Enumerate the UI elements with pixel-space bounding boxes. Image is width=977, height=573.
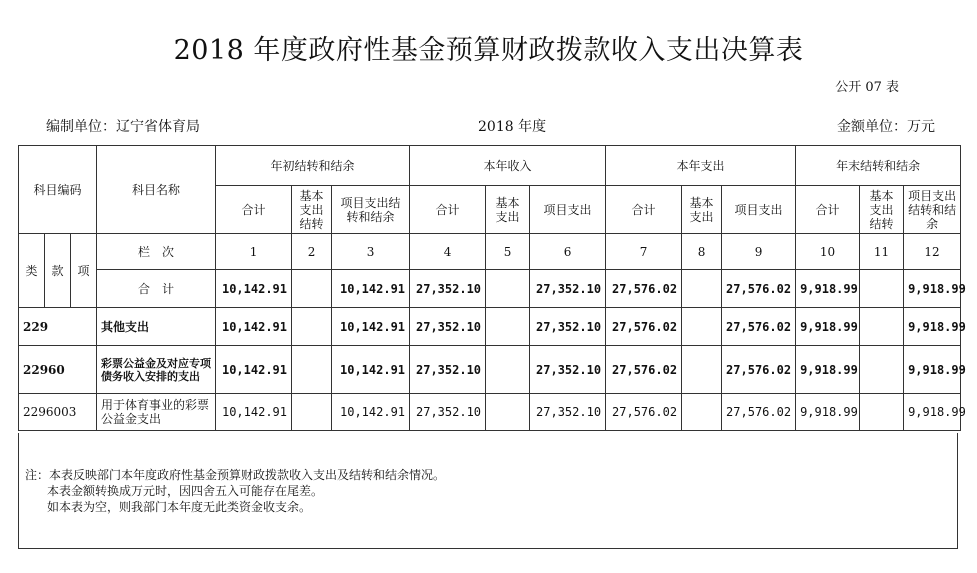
- row-cell: 9,918.99: [796, 346, 860, 394]
- total-cell: 9,918.99: [796, 270, 860, 308]
- fiscal-year: 2018 年度: [478, 119, 547, 135]
- header-name: 科目名称: [97, 146, 216, 234]
- table-row: [19, 308, 961, 346]
- row-cell: 9,918.99: [796, 394, 860, 431]
- sub-header-project-carry: 项目支出结转和结余: [904, 186, 961, 234]
- note-line: 注：本表反映部门本年度政府性基金预算财政拨款收入支出及结转和结余情况。: [25, 468, 446, 482]
- column-number: 8: [682, 234, 722, 270]
- row-cell: 27,352.10: [530, 394, 606, 431]
- row-code: 22960: [19, 346, 97, 394]
- row-cell: 9,918.99: [904, 394, 961, 431]
- budget-table: [18, 145, 966, 431]
- column-number-label: 栏 次: [97, 234, 216, 270]
- row-cell: 27,576.02: [722, 394, 796, 431]
- column-number: 1: [216, 234, 292, 270]
- row-cell: [486, 346, 530, 394]
- sub-header-project-exp: 项目支出: [530, 186, 606, 234]
- total-cell: [292, 270, 332, 308]
- column-number: 2: [292, 234, 332, 270]
- total-cell: 9,918.99: [904, 270, 961, 308]
- row-cell: 27,352.10: [410, 394, 486, 431]
- header-xiang: 项: [71, 234, 97, 308]
- header-code: 科目编码: [19, 146, 97, 234]
- row-cell: [682, 346, 722, 394]
- row-cell: [860, 308, 904, 346]
- row-cell: 10,142.91: [216, 394, 292, 431]
- row-cell: 27,576.02: [722, 308, 796, 346]
- row-cell: 9,918.99: [904, 308, 961, 346]
- money-unit: 金额单位：万元: [837, 119, 935, 135]
- sub-header-basic-exp: 基本支出: [486, 186, 530, 234]
- row-cell: 27,576.02: [606, 346, 682, 394]
- row-cell: 9,918.99: [904, 346, 961, 394]
- row-cell: 10,142.91: [216, 308, 292, 346]
- column-number: 7: [606, 234, 682, 270]
- column-number: 6: [530, 234, 606, 270]
- row-cell: [860, 394, 904, 431]
- sub-header-total: 合计: [606, 186, 682, 234]
- note-line: 本表金额转换成万元时，因四舍五入可能存在尾差。: [47, 484, 324, 498]
- total-cell: 27,576.02: [606, 270, 682, 308]
- row-code: 2296003: [19, 394, 97, 431]
- row-cell: 27,352.10: [530, 308, 606, 346]
- row-cell: [292, 394, 332, 431]
- column-number: 11: [860, 234, 904, 270]
- total-row: [19, 270, 961, 308]
- sub-header-basic-carry: 基本支出结转: [292, 186, 332, 234]
- header-opening-balance: 年初结转和结余: [216, 146, 410, 186]
- column-number-row: [19, 234, 961, 270]
- sub-header-project-carry: 项目支出结转和结余: [332, 186, 410, 234]
- row-cell: [860, 346, 904, 394]
- table-row: [19, 394, 961, 431]
- row-name: 用于体育事业的彩票公益金支出: [97, 394, 216, 431]
- row-cell: [292, 308, 332, 346]
- row-cell: 27,352.10: [410, 346, 486, 394]
- compiling-unit: 编制单位：辽宁省体育局: [46, 119, 200, 135]
- row-cell: 10,142.91: [332, 308, 410, 346]
- row-cell: 27,576.02: [606, 308, 682, 346]
- row-cell: 27,352.10: [530, 346, 606, 394]
- column-number: 10: [796, 234, 860, 270]
- column-number: 12: [904, 234, 961, 270]
- row-cell: 10,142.91: [216, 346, 292, 394]
- column-number: 4: [410, 234, 486, 270]
- sub-header-basic-carry: 基本支出结转: [860, 186, 904, 234]
- total-cell: 27,576.02: [722, 270, 796, 308]
- total-cell: 10,142.91: [216, 270, 292, 308]
- total-cell: 10,142.91: [332, 270, 410, 308]
- total-cell: [682, 270, 722, 308]
- total-row-label: 合 计: [97, 270, 216, 308]
- sub-header-total: 合计: [216, 186, 292, 234]
- total-cell: 27,352.10: [410, 270, 486, 308]
- row-code: 229: [19, 308, 97, 346]
- row-cell: [486, 308, 530, 346]
- header-lei: 类: [19, 234, 45, 308]
- sub-header-project-exp: 项目支出: [722, 186, 796, 234]
- sub-header-basic-exp: 基本支出: [682, 186, 722, 234]
- row-cell: 10,142.91: [332, 394, 410, 431]
- sub-header-total: 合计: [410, 186, 486, 234]
- row-cell: 27,576.02: [722, 346, 796, 394]
- row-cell: 10,142.91: [332, 346, 410, 394]
- header-current-income: 本年收入: [410, 146, 606, 186]
- row-cell: [486, 394, 530, 431]
- row-cell: 27,352.10: [410, 308, 486, 346]
- row-cell: 9,918.99: [796, 308, 860, 346]
- total-cell: 27,352.10: [530, 270, 606, 308]
- table-row: [19, 346, 961, 394]
- row-name: 彩票公益金及对应专项债务收入安排的支出: [97, 346, 216, 394]
- header-current-expense: 本年支出: [606, 146, 796, 186]
- page-title: 2018 年度政府性基金预算财政拨款收入支出决算表: [173, 35, 804, 66]
- row-cell: [682, 308, 722, 346]
- total-cell: [486, 270, 530, 308]
- header-kuan: 款: [45, 234, 71, 308]
- header-row-groups: [19, 146, 961, 186]
- column-number: 3: [332, 234, 410, 270]
- column-number: 5: [486, 234, 530, 270]
- header-closing-balance: 年末结转和结余: [796, 146, 961, 186]
- total-cell: [860, 270, 904, 308]
- row-cell: [292, 346, 332, 394]
- column-number: 9: [722, 234, 796, 270]
- row-cell: [682, 394, 722, 431]
- sub-header-total: 合计: [796, 186, 860, 234]
- note-line: 如本表为空，则我部门本年度无此类资金收支余。: [47, 500, 312, 514]
- row-name: 其他支出: [97, 308, 216, 346]
- notes-box: [18, 433, 958, 549]
- form-number: 公开 07 表: [835, 80, 899, 95]
- row-cell: 27,576.02: [606, 394, 682, 431]
